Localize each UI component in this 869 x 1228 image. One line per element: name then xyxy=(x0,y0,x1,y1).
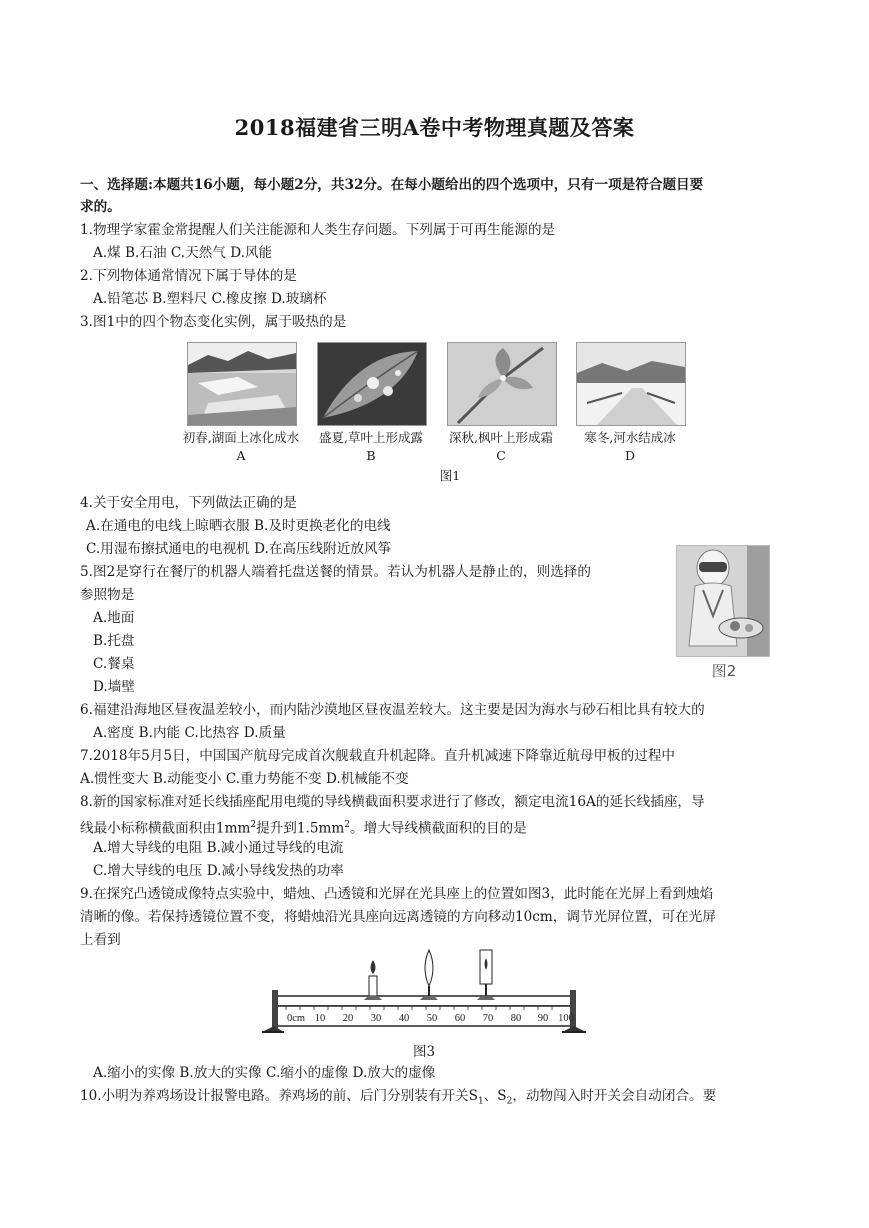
fig2-label: 图2 xyxy=(711,662,737,680)
q8-stem-2: 线最小标称横截面积由$1mm^2$提升到$1.5mm^2$。增大导线横截面积的目的是 xyxy=(80,820,527,837)
bench-tick-100: 100 xyxy=(558,1013,574,1024)
q5-option-a: A.地面 xyxy=(93,610,135,626)
fig1-caption-b: 盛夏,草叶上形成露 xyxy=(319,430,423,445)
photo-dew-leaf xyxy=(317,342,427,426)
q8-stem-1: 8.新的国家标准对延长线插座配用电缆的导线横截面积要求进行了修改，额定电流16A的延长线插座，导 xyxy=(80,794,705,810)
q4-options-1: A.在通电的电线上晾晒衣服 B.及时更换老化的电线 xyxy=(86,518,391,534)
q7-options: A.惯性变大 B.动能变小 C.重力势能不变 D.机械能不变 xyxy=(80,771,409,787)
fig1-caption-a: 初春,湖面上冰化成水 xyxy=(182,430,300,445)
q2-stem: 2.下列物体通常情况下属于导体的是 xyxy=(80,268,297,284)
bench-tick-0: 0cm xyxy=(286,1013,306,1024)
q5-option-c: C.餐桌 xyxy=(93,656,135,672)
bench-tick-60: 60 xyxy=(454,1013,466,1024)
bench-tick-50: 50 xyxy=(426,1013,438,1024)
q10-stem: 10.小明为养鸡场设计报警电路。养鸡场的前、后门分别装有开关$S_1$、$S_2$，动物闯入时开关会自动闭合。要 xyxy=(80,1088,717,1107)
bench-tick-70: 70 xyxy=(482,1013,494,1024)
q3-stem: 3.图1中的四个物态变化实例，属于吸热的是 xyxy=(80,314,347,330)
light-screen xyxy=(477,950,495,1000)
fig3-label: 图3 xyxy=(412,1044,436,1060)
bench-tick-80: 80 xyxy=(510,1013,522,1024)
fig1-letter-b: B xyxy=(366,448,376,463)
photo-ice-melting xyxy=(187,342,297,426)
fig1-letter-d: D xyxy=(624,448,636,463)
photo-frost-leaf xyxy=(447,342,557,426)
q4-stem: 4.关于安全用电，下列做法正确的是 xyxy=(80,495,297,511)
fig1-caption-c: 深秋,枫叶上形成霜 xyxy=(449,430,553,445)
fig1-letter-c: C xyxy=(496,448,506,463)
q5-stem-1: 5.图2是穿行在餐厅的机器人端着托盘送餐的情景。若认为机器人是静止的，则选择的 xyxy=(80,564,591,580)
fig1-letter-a: A xyxy=(236,448,246,463)
q9-stem-3: 上看到 xyxy=(80,932,121,948)
q5-option-d: D.墙壁 xyxy=(93,679,135,695)
page-title: 2018福建省三明A卷中考物理真题及答案 xyxy=(234,115,635,140)
q6-stem: 6.福建沿海地区昼夜温差较小，而内陆沙漠地区昼夜温差较大。这主要是因为海水与砂石相比具有较大的 xyxy=(80,702,705,718)
q5-stem-2: 参照物是 xyxy=(80,587,135,603)
q1-stem: 1.物理学家霍金常提醒人们关注能源和人类生存问题。下列属于可再生能源的是 xyxy=(80,222,556,238)
bench-tick-10: 10 xyxy=(314,1013,326,1024)
candle xyxy=(364,960,382,1000)
bench-tick-40: 40 xyxy=(398,1013,410,1024)
q9-options: A.缩小的实像 B.放大的实像 C.缩小的虚像 D.放大的虚像 xyxy=(93,1065,436,1081)
q8-options-2: C.增大导线的电压 D.减小导线发热的功率 xyxy=(93,863,344,879)
q9-stem-2: 清晰的像。若保持透镜位置不变，将蜡烛沿光具座向远离透镜的方向移动10cm，调节光屏位置，可在光屏 xyxy=(80,909,716,925)
q4-options-2: C.用湿布擦拭通电的电视机 D.在高压线附近放风筝 xyxy=(86,541,392,557)
fig1-label: 图1 xyxy=(439,468,461,483)
photo-frozen-river xyxy=(576,342,686,426)
section-heading: 一、选择题:本题共16小题，每小题2分，共32分。在每小题给出的四个选项中，只有一项是符合题目要 xyxy=(80,177,704,193)
fig1-caption-d: 寒冬,河水结成冰 xyxy=(584,430,676,445)
bench-tick-90: 90 xyxy=(537,1013,549,1024)
photo-robot-waiter xyxy=(676,545,770,657)
q7-stem: 7.2018年5月5日，中国国产航母完成首次舰载直升机起降。直升机减速下降靠近航母甲板的过程中 xyxy=(80,748,676,764)
optical-bench-figure xyxy=(258,946,604,1036)
q5-option-b: B.托盘 xyxy=(93,633,135,649)
bench-tick-20: 20 xyxy=(342,1013,354,1024)
q9-stem-1: 9.在探究凸透镜成像特点实验中，蜡烛、凸透镜和光屏在光具座上的位置如图3，此时能在光屏上看到烛焰 xyxy=(80,886,714,902)
q8-options-1: A.增大导线的电阻 B.减小通过导线的电流 xyxy=(93,840,344,856)
q6-options: A.密度 B.内能 C.比热容 D.质量 xyxy=(93,725,286,741)
bench-tick-30: 30 xyxy=(370,1013,382,1024)
q1-options: A.煤 B.石油 C.天然气 D.风能 xyxy=(93,245,273,261)
section-heading-cont: 求的。 xyxy=(80,199,121,215)
q2-options: A.铅笔芯 B.塑料尺 C.橡皮擦 D.玻璃杯 xyxy=(93,291,327,307)
convex-lens xyxy=(420,950,438,1000)
